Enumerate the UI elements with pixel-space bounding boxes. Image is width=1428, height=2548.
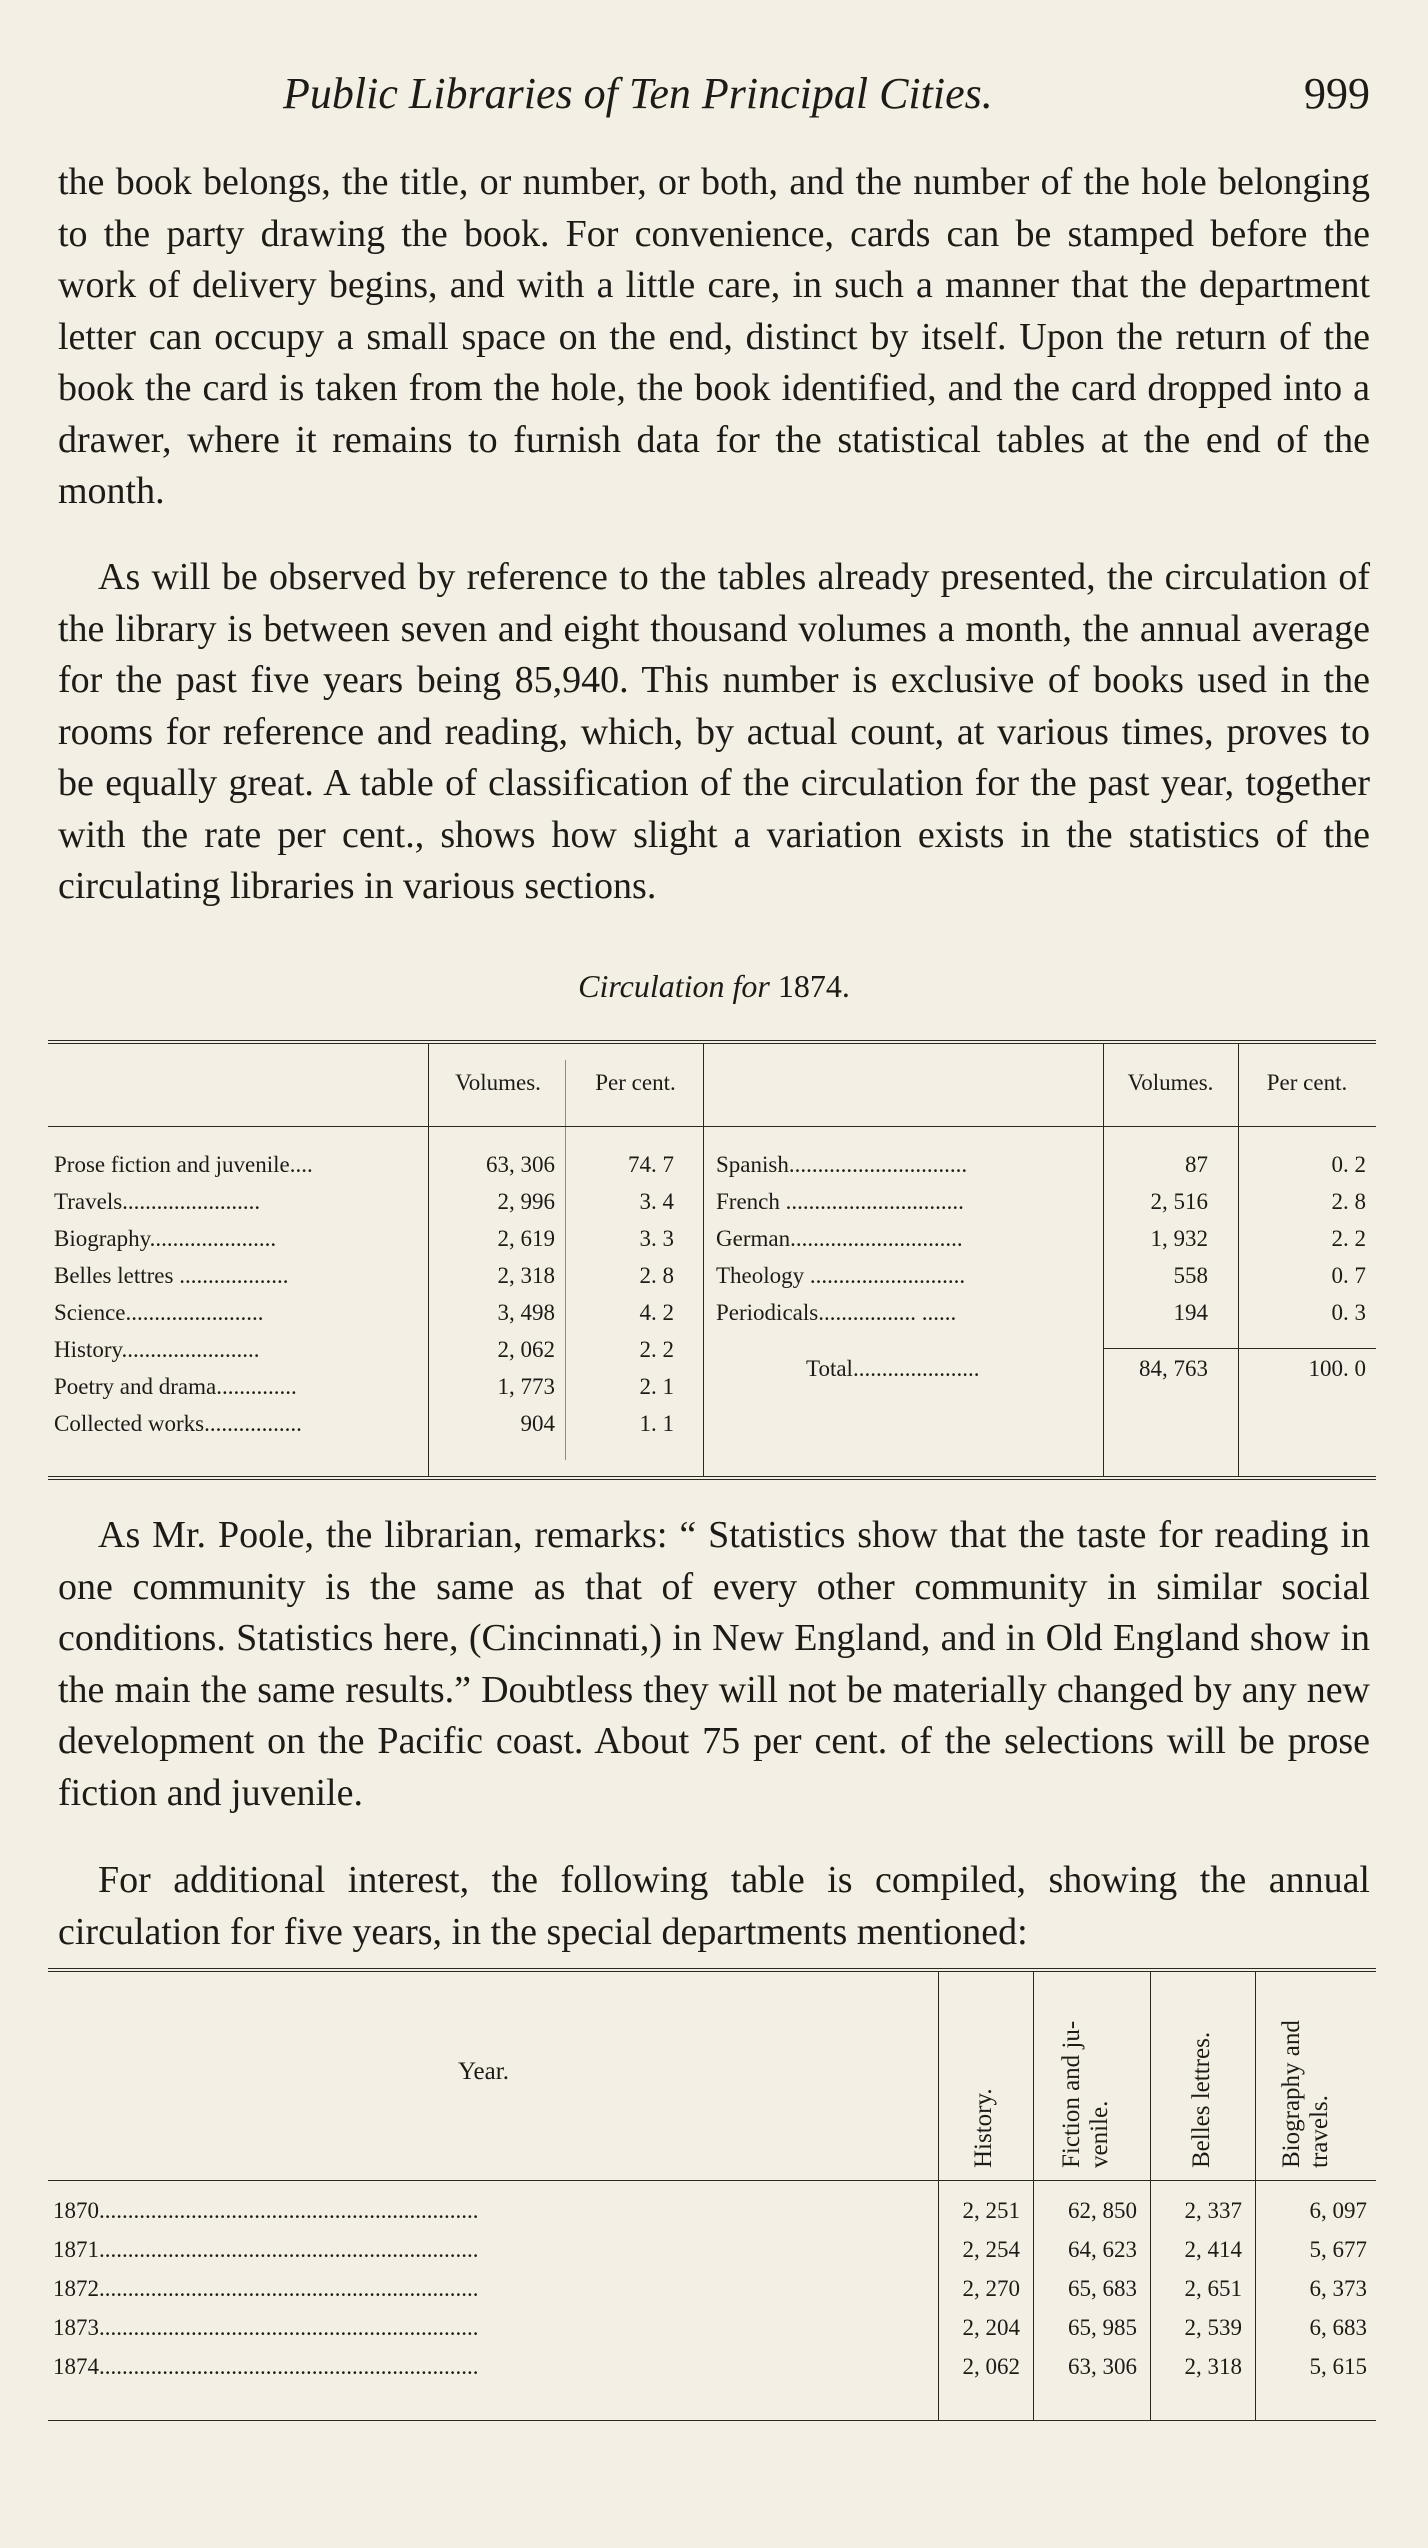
cell-history: 2, 270 xyxy=(962,2276,1020,2301)
row-volumes: 2, 996 xyxy=(497,1189,555,1214)
paragraph-2: As will be observed by reference to the tables already presented, the circulation of the library is between seven and eight thousand volumes a month, the annual average for the past five years being 85,940. This number is exclusive of books used in the rooms for reference and reading, which, by actual count, at various times, proves to be equally great. A table of classification of the circulation for the past year, together with the rate per cent., shows how slight a variation exists in the statistics of the circulating libraries in various sections. xyxy=(58,556,1370,907)
row-percent: 74. 7 xyxy=(628,1152,674,1177)
cell-belles: 2, 414 xyxy=(1184,2237,1242,2262)
total-label: Total...................... xyxy=(806,1356,980,1381)
row-volumes: 87 xyxy=(1185,1152,1208,1177)
row-percent: 2. 1 xyxy=(639,1374,674,1399)
caption-year: 1874. xyxy=(777,968,850,1004)
row-percent: 2. 8 xyxy=(639,1263,674,1288)
row-volumes: 2, 062 xyxy=(497,1337,555,1362)
row-label: Travels........................ xyxy=(54,1189,261,1214)
col-header-biography: Biography and travels. xyxy=(1278,2020,1333,2168)
table2-divider-4 xyxy=(1255,1971,1256,2420)
row-label: Science........................ xyxy=(54,1300,264,1325)
table2-top-rule-inner xyxy=(48,1971,1376,1972)
row-volumes: 2, 619 xyxy=(497,1226,555,1251)
table1-divider-4 xyxy=(1103,1043,1104,1476)
row-percent: 4. 2 xyxy=(639,1300,674,1325)
table2-divider-1 xyxy=(938,1971,939,2420)
row-volumes: 2, 318 xyxy=(497,1263,555,1288)
table1-bottom-rule-inner xyxy=(48,1479,1376,1480)
table2-bottom-rule xyxy=(48,2420,1376,2421)
table2-divider-2 xyxy=(1033,1971,1034,2420)
row-volumes: 63, 306 xyxy=(486,1152,555,1177)
total-volumes: 84, 763 xyxy=(1139,1356,1208,1381)
row-percent: 2. 2 xyxy=(1331,1226,1366,1251)
running-header xyxy=(58,68,1370,132)
header-volumes-left: Volumes. xyxy=(455,1070,541,1095)
row-percent: 2. 8 xyxy=(1331,1189,1366,1214)
row-label: French ............................... xyxy=(716,1189,964,1214)
header-volumes-right: Volumes. xyxy=(1127,1070,1214,1095)
row-volumes: 1, 932 xyxy=(1150,1226,1208,1251)
row-percent: 2. 2 xyxy=(639,1337,674,1362)
row-volumes: 194 xyxy=(1173,1300,1208,1325)
year-label: 1871.................................................................. xyxy=(53,2237,479,2262)
header-percent-right: Per cent. xyxy=(1266,1070,1348,1095)
cell-biography: 6, 097 xyxy=(1309,2198,1367,2223)
row-label: Theology ........................... xyxy=(716,1263,966,1288)
row-label: Biography...................... xyxy=(54,1226,277,1251)
table1-divider-5 xyxy=(1238,1043,1239,1476)
year-header: Year. xyxy=(458,2058,509,2085)
cell-history: 2, 251 xyxy=(962,2198,1020,2223)
year-label: 1874.................................................................. xyxy=(53,2354,479,2379)
caption-italic: Circulation for xyxy=(578,968,770,1004)
table2-header-rule xyxy=(48,2180,1376,2181)
table1-divider-3 xyxy=(703,1043,704,1476)
running-title: Public Libraries of Ten Principal Cities. xyxy=(283,69,993,118)
cell-biography: 5, 615 xyxy=(1309,2354,1367,2379)
row-label: Spanish............................... xyxy=(716,1152,968,1177)
table1-bottom-rule xyxy=(48,1476,1376,1477)
col-header-fiction: Fiction and ju- venile. xyxy=(1058,2020,1113,2168)
row-volumes: 558 xyxy=(1173,1263,1208,1288)
cell-history: 2, 062 xyxy=(962,2354,1020,2379)
page-number: 999 xyxy=(1304,69,1370,118)
paragraph-4: For additional interest, the following table is compiled, showing the annual circulation for five years, in the special departments mentioned: xyxy=(58,1859,1370,1953)
row-percent: 0. 3 xyxy=(1331,1300,1366,1325)
circulation-table xyxy=(48,1040,1376,1480)
table1-divider-2 xyxy=(565,1060,566,1460)
cell-fiction: 62, 850 xyxy=(1068,2198,1137,2223)
row-label: Collected works................. xyxy=(54,1411,302,1436)
cell-belles: 2, 539 xyxy=(1184,2315,1242,2340)
row-volumes: 1, 773 xyxy=(497,1374,555,1399)
paragraph-1: the book belongs, the title, or number, or both, and the number of the hole belonging to the party drawing the book. For convenience, cards can be stamped before the work of delivery begins, and with a little care, in such a manner that the department letter can occupy a small space on the end, distinct by itself. Upon the return of the book the card is taken from the hole, the book identified, and the card dropped into a drawer, where it remains to furnish data for the statistical tables at the end of the month. xyxy=(58,161,1370,512)
cell-fiction: 65, 683 xyxy=(1068,2276,1137,2301)
cell-biography: 6, 683 xyxy=(1309,2315,1367,2340)
row-label: Poetry and drama.............. xyxy=(54,1374,297,1399)
row-label: Belles lettres ................... xyxy=(54,1263,289,1288)
row-percent: 3. 4 xyxy=(639,1189,674,1214)
table1-caption xyxy=(0,968,1428,1005)
table1-total-rule xyxy=(1103,1348,1376,1349)
cell-fiction: 64, 623 xyxy=(1068,2237,1137,2262)
row-label: German.............................. xyxy=(716,1226,963,1251)
row-percent: 0. 2 xyxy=(1331,1152,1366,1177)
row-percent: 3. 3 xyxy=(639,1226,674,1251)
table1-header-rule xyxy=(48,1126,1376,1127)
row-label: Periodicals................. ...... xyxy=(716,1300,957,1325)
cell-belles: 2, 337 xyxy=(1184,2198,1242,2223)
cell-biography: 5, 677 xyxy=(1309,2237,1367,2262)
cell-fiction: 63, 306 xyxy=(1068,2354,1137,2379)
table1-top-rule-inner xyxy=(48,1043,1376,1044)
cell-history: 2, 204 xyxy=(962,2315,1020,2340)
five-year-table xyxy=(48,1968,1376,2428)
row-volumes: 2, 516 xyxy=(1150,1189,1208,1214)
paragraph-3: As Mr. Poole, the librarian, remarks: “ Statistics show that the taste for reading in one community is the same as that of every other community in similar social conditions. Statistics here, (Cincinnati,) in New England, and in Old England show in the main the same results.” Doubtless they will not be materially changed by any new development on the Pacific coast. About 75 per cent. of the selections will be prose fiction and juvenile. xyxy=(58,1514,1370,1814)
row-label: Prose fiction and juvenile.... xyxy=(54,1152,313,1177)
cell-fiction: 65, 985 xyxy=(1068,2315,1137,2340)
year-label: 1872.................................................................. xyxy=(53,2276,479,2301)
table2-top-rule xyxy=(48,1968,1376,1969)
year-label: 1873.................................................................. xyxy=(53,2315,479,2340)
table2-divider-3 xyxy=(1150,1971,1151,2420)
cell-belles: 2, 318 xyxy=(1184,2354,1242,2379)
row-percent: 0. 7 xyxy=(1331,1263,1366,1288)
cell-belles: 2, 651 xyxy=(1184,2276,1242,2301)
header-percent-left: Per cent. xyxy=(595,1070,676,1095)
year-label: 1870.................................................................. xyxy=(53,2198,479,2223)
col-header-history: History. xyxy=(970,2088,997,2168)
col-header-belles: Belles lettres. xyxy=(1188,2031,1215,2168)
row-percent: 1. 1 xyxy=(639,1411,674,1436)
row-volumes: 904 xyxy=(520,1411,555,1436)
row-label: History........................ xyxy=(54,1337,260,1362)
row-volumes: 3, 498 xyxy=(497,1300,555,1325)
cell-biography: 6, 373 xyxy=(1309,2276,1367,2301)
total-percent: 100. 0 xyxy=(1308,1356,1366,1381)
cell-history: 2, 254 xyxy=(962,2237,1020,2262)
table1-top-rule xyxy=(48,1040,1376,1041)
